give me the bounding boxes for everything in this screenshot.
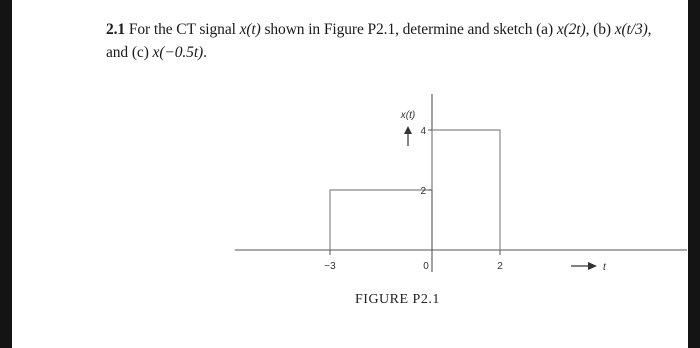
x-tick-label: 0	[423, 261, 429, 272]
x-axis-arrow-head	[588, 262, 597, 270]
part-b-expression: x(t/3)	[614, 21, 648, 38]
problem-text-6: .	[203, 44, 207, 61]
problem-text-2: shown in Figure P2.1, determine and sketch (a)	[260, 21, 557, 38]
part-a-expression: x(2t)	[556, 21, 586, 38]
part-c-expression: x(−0.5t)	[152, 44, 204, 61]
y-tick-label: 2	[420, 186, 426, 197]
signal-trace	[330, 130, 500, 250]
x-tick-label: 2	[497, 261, 503, 272]
problem-text-3: , (b)	[585, 21, 615, 38]
problem-text-1: For the CT signal	[128, 21, 240, 38]
figure-caption: FIGURE P2.1	[355, 292, 440, 307]
x-tick-label: −3	[324, 261, 336, 272]
y-axis-label: x(t)	[400, 110, 416, 121]
problem-number: 2.1	[106, 21, 126, 38]
x-axis-label: t	[603, 262, 606, 273]
y-tick-label: 4	[420, 126, 426, 137]
problem-text-5: and (c)	[106, 44, 153, 61]
y-axis-arrow-head	[404, 126, 412, 134]
signal-expression: x(t)	[239, 21, 261, 38]
problem-text-4: ,	[647, 21, 652, 38]
